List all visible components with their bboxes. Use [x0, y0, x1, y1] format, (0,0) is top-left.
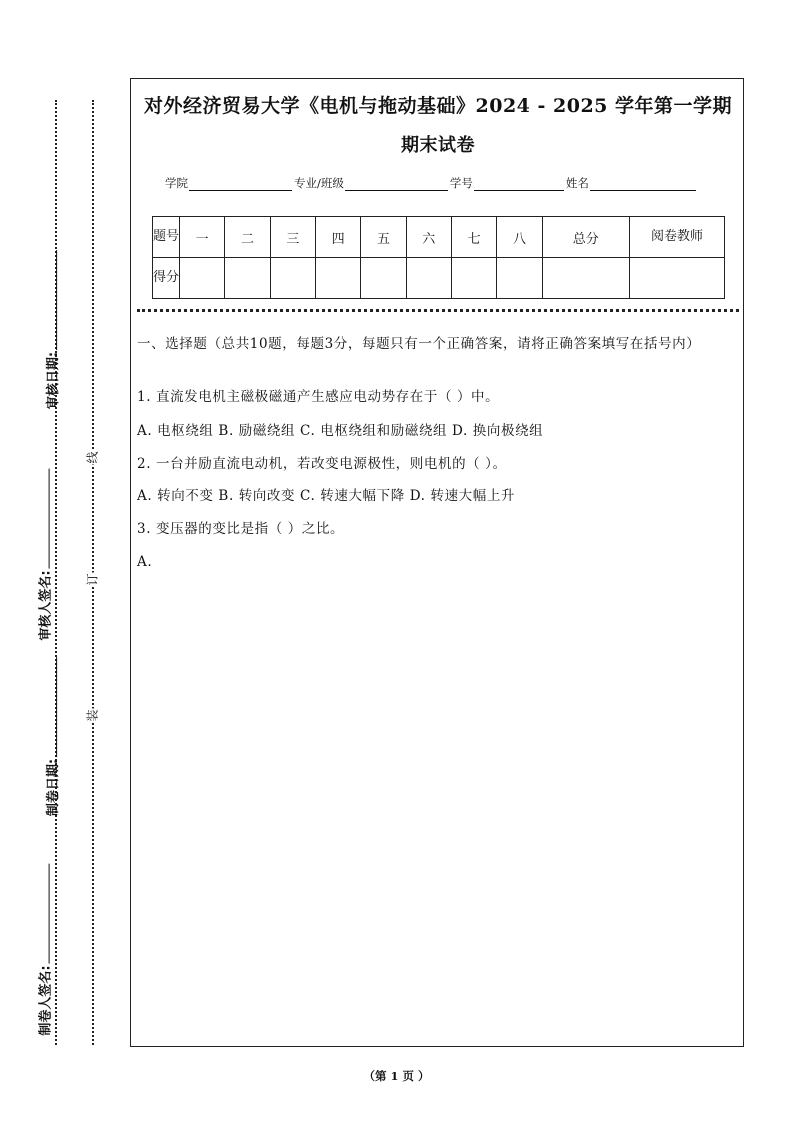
- binding-mark-line: 线: [85, 451, 100, 464]
- score-table: [152, 216, 725, 299]
- question-stem: 3. 变压器的变比是指（ ）之比。: [137, 521, 345, 537]
- section-heading: 一、选择题（总共10题，每题3分，每题只有一个正确答案，请将正确答案填写在括号内）: [137, 336, 701, 352]
- binding-dotted-line-outer: [55, 100, 57, 1045]
- compile-date-label: 制卷日期:: [46, 758, 62, 817]
- page-number: （第 1 页 ）: [363, 1069, 430, 1083]
- review-date-label: 审核日期:: [46, 351, 62, 410]
- review-date-blank[interactable]: [44, 250, 57, 350]
- compile-date-blank[interactable]: [44, 657, 57, 757]
- compile-date-field[interactable]: [42, 657, 61, 816]
- exam-subtitle: 期末试卷: [401, 135, 475, 156]
- question-options: A. 电枢绕组 B. 励磁绕组 C. 电枢绕组和励磁绕组 D. 换向极绕组: [137, 423, 544, 439]
- student-id-label: 学号: [449, 176, 473, 190]
- score-cell-total[interactable]: [542, 258, 629, 299]
- question-stem: 1. 直流发电机主磁极磁通产生感应电动势存在于（ ）中。: [137, 389, 500, 405]
- question-stem: 2. 一台并励直流电动机，若改变电源极性，则电机的（ ）。: [137, 456, 507, 472]
- score-cell[interactable]: [225, 258, 270, 299]
- section-divider: [137, 309, 739, 312]
- reviewer-sign-field[interactable]: [35, 468, 54, 640]
- score-table-score-row: [153, 258, 725, 299]
- score-cell-grader[interactable]: [630, 258, 725, 299]
- binding-mark-zhuang: 装: [85, 709, 100, 722]
- score-cell[interactable]: [497, 258, 542, 299]
- col-header-total: 总分: [542, 217, 629, 258]
- col-header: 六: [406, 217, 451, 258]
- score-cell[interactable]: [315, 258, 360, 299]
- name-blank[interactable]: [590, 178, 696, 191]
- row-label-question-no: 题号: [153, 217, 180, 258]
- student-info-row: [165, 175, 698, 191]
- student-id-blank[interactable]: [474, 178, 564, 191]
- binding-mark-ding: 订: [85, 573, 100, 586]
- col-header: 四: [315, 217, 360, 258]
- score-table-header-row: [153, 217, 725, 258]
- reviewer-sign-blank[interactable]: [37, 468, 50, 568]
- major-class-blank[interactable]: [345, 178, 448, 191]
- question-options: A. 转向不变 B. 转向改变 C. 转速大幅下降 D. 转速大幅上升: [137, 488, 516, 504]
- college-blank[interactable]: [189, 178, 292, 191]
- reviewer-sign-label: 审核人签名:: [38, 570, 54, 641]
- exam-frame: [130, 78, 744, 1047]
- score-cell[interactable]: [451, 258, 496, 299]
- col-header: 五: [361, 217, 406, 258]
- col-header-grader: 阅卷教师: [630, 217, 725, 258]
- exam-title: 对外经济贸易大学《电机与拖动基础》2024 - 2025 学年第一学期: [144, 95, 732, 117]
- question-options: A.: [137, 554, 153, 570]
- compiler-sign-field[interactable]: [35, 863, 54, 1035]
- compiler-sign-blank[interactable]: [37, 863, 50, 963]
- col-header: 一: [180, 217, 225, 258]
- score-cell[interactable]: [406, 258, 451, 299]
- college-label: 学院: [165, 176, 188, 190]
- score-cell[interactable]: [180, 258, 225, 299]
- major-class-label: 专业/班级: [294, 176, 344, 190]
- compiler-sign-label: 制卷人签名:: [38, 965, 54, 1036]
- score-cell[interactable]: [270, 258, 315, 299]
- col-header: 七: [451, 217, 496, 258]
- name-label: 姓名: [565, 176, 589, 190]
- row-label-score: 得分: [153, 258, 180, 299]
- review-date-field[interactable]: [42, 250, 61, 409]
- col-header: 三: [270, 217, 315, 258]
- score-cell[interactable]: [361, 258, 406, 299]
- col-header: 二: [225, 217, 270, 258]
- col-header: 八: [497, 217, 542, 258]
